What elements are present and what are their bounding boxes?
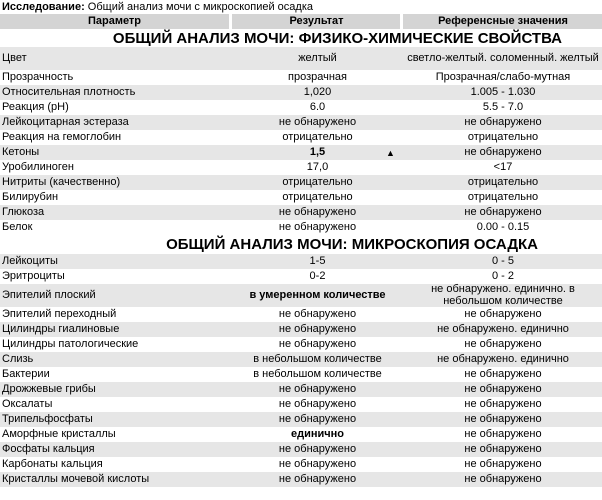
reference-value: не обнаружено [464,337,542,350]
param-name: Трипельфосфаты [2,412,93,425]
result-value: прозрачная [288,70,347,83]
reference-value: не обнаружено [464,382,542,395]
section-title [0,235,602,254]
table-row [0,352,602,367]
param-name: Белок [2,220,33,233]
results-table [0,14,602,487]
result-value: не обнаружено [278,412,357,425]
table-row [0,220,602,235]
result-value: не обнаружено [278,457,357,470]
reference-value: отрицательно [467,130,539,143]
table-row [0,160,602,175]
result-value: не обнаружено [278,397,357,410]
param-name: Слизь [2,352,34,365]
param-name: Эпителий переходный [2,307,117,320]
reference-value: 0 - 2 [491,269,514,282]
reference-value: не обнаружено [464,115,542,128]
param-name: Цвет [2,51,27,64]
result-value: 6.0 [309,100,326,113]
table-row [0,85,602,100]
param-name: Фосфаты кальция [2,442,95,455]
reference-value: 1.005 - 1.030 [470,85,536,98]
param-name: Цилиндры гиалиновые [2,322,120,335]
result-value: в небольшом количестве [253,352,382,365]
result-value: в небольшом количестве [253,367,382,380]
result-value: отрицательно [282,130,353,143]
param-name: Эритроциты [2,269,65,282]
table-row [0,284,602,307]
param-name: Дрожжевые грибы [2,382,96,395]
section-title-text: ОБЩИЙ АНАЛИЗ МОЧИ: ФИЗИКО-ХИМИЧЕСКИЕ СВОЙСТВА [112,29,562,47]
result-value: не обнаружено [278,442,357,455]
table-row [0,130,602,145]
param-name: Реакция (pH) [2,100,69,113]
study-value: Общий анализ мочи с микроскопией осадка [87,1,314,13]
up-arrow-icon: ▲ [386,147,395,158]
result-value: отрицательно [282,190,353,203]
reference-value: не обнаружено. единично [437,322,569,335]
result-value: 1,020 [303,85,332,98]
table-row [0,427,602,442]
param-name: Цилиндры патологические [2,337,139,350]
result-value: не обнаружено [278,220,357,233]
reference-value: отрицательно [467,190,539,203]
reference-value: не обнаружено [464,205,542,218]
reference-value: не обнаружено. единично [437,352,569,365]
table-row [0,412,602,427]
param-name: Нитриты (качественно) [2,175,121,188]
param-name: Лейкоцитарная эстераза [2,115,129,128]
table-row [0,337,602,352]
table-row [0,254,602,269]
table-row [0,382,602,397]
result-value: не обнаружено [278,322,357,335]
table-row [0,269,602,284]
table-row [0,47,602,70]
reference-value: 0 - 5 [491,254,514,267]
result-value: 1-5 [309,254,326,267]
result-value: 0-2 [309,269,326,282]
table-header [0,14,602,29]
result-value: единично [290,427,345,440]
table-row [0,472,602,487]
param-name: Реакция на гемоглобин [2,130,122,143]
reference-value: светло-желтый. соломенный. желтый [407,51,599,64]
result-value: не обнаружено [278,382,357,395]
param-name: Относительная плотность [2,85,136,98]
table-row [0,367,602,382]
reference-value: не обнаружено [464,457,542,470]
table-row [0,175,602,190]
result-value: не обнаружено [278,205,357,218]
param-name: Оксалаты [2,397,53,410]
param-name: Карбонаты кальция [2,457,103,470]
param-name: Кристаллы мочевой кислоты [2,472,150,485]
reference-value: не обнаружено. единично. в небольшом количестве [431,283,575,307]
table-row [0,457,602,472]
result-value: желтый [298,51,337,64]
param-name: Прозрачность [2,70,74,83]
param-name: Билирубин [2,190,59,203]
table-row [0,100,602,115]
section-title [0,29,602,47]
reference-value: 5.5 - 7.0 [482,100,524,113]
table-row [0,205,602,220]
result-value: не обнаружено [278,472,357,485]
result-value: 17,0 [306,160,329,173]
reference-value: не обнаружено [464,397,542,410]
header-param: Параметр [0,14,232,29]
result-value: не обнаружено [278,307,357,320]
section-title-text: ОБЩИЙ АНАЛИЗ МОЧИ: МИКРОСКОПИЯ ОСАДКА [166,236,538,253]
study-line [2,0,313,14]
result-value: не обнаружено [278,337,357,350]
param-name: Глюкоза [2,205,45,218]
study-label: Исследование: [2,1,85,13]
result-value: в умеренном количестве [249,288,386,301]
result-value: отрицательно [282,175,353,188]
header-ref: Референсные значения [438,14,568,27]
table-row [0,115,602,130]
reference-value: 0.00 - 0.15 [476,220,530,233]
param-name: Уробилиноген [2,160,74,173]
result-value: 1,5 [309,145,326,158]
table-row [0,145,602,160]
param-name: Аморфные кристаллы [2,427,116,440]
table-row [0,442,602,457]
reference-value: отрицательно [467,175,539,188]
reference-value: не обнаружено [464,442,542,455]
result-value: не обнаружено [278,115,357,128]
reference-value: не обнаружено [464,367,542,380]
reference-value: не обнаружено [464,427,542,440]
param-name: Кетоны [2,145,40,158]
table-row [0,397,602,412]
reference-value: не обнаружено [464,412,542,425]
param-name: Бактерии [2,367,50,380]
param-name: Эпителий плоский [2,288,96,301]
table-row [0,322,602,337]
reference-value: не обнаружено [464,472,542,485]
table-row [0,190,602,205]
param-name: Лейкоциты [2,254,58,267]
reference-value: не обнаружено [464,145,542,158]
reference-value: <17 [493,160,513,173]
table-row [0,70,602,85]
reference-value: не обнаружено [464,307,542,320]
reference-value: Прозрачная/слабо-мутная [435,70,571,83]
header-result: Результат [233,14,403,29]
table-row [0,307,602,322]
